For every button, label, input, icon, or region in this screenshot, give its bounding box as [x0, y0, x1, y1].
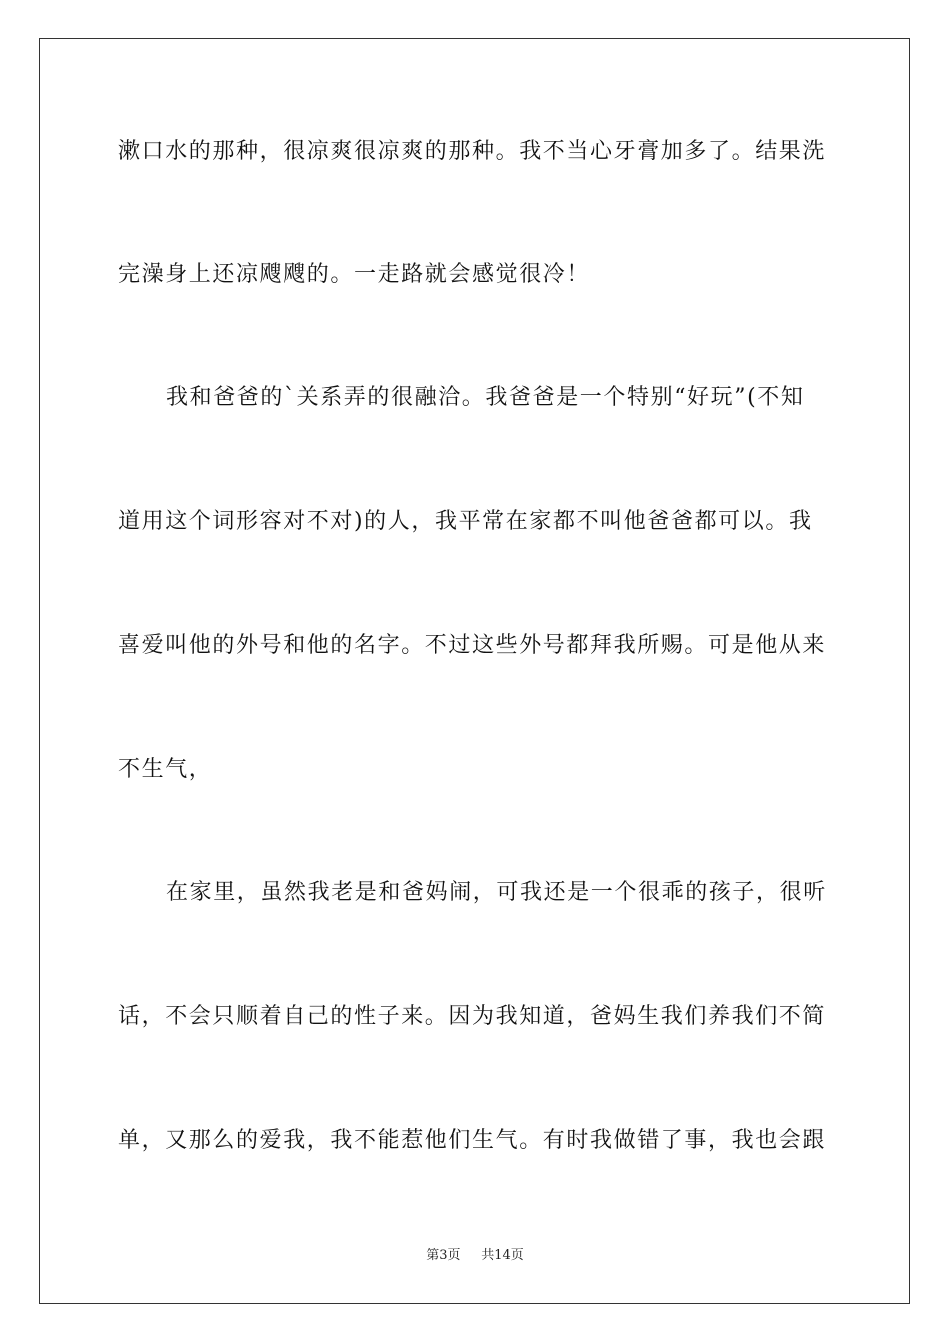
text-line-2: 完澡身上还凉飕飕的。一走路就会感觉很冷！	[118, 262, 591, 287]
text-line-9: 单，又那么的爱我，我不能惹他们生气。有时我做错了事，我也会跟	[118, 1128, 827, 1153]
total-pages: 共14页	[481, 1248, 524, 1263]
text-line-1: 漱口水的那种，很凉爽很凉爽的那种。我不当心牙膏加多了。结果洗	[118, 139, 827, 164]
text-line-5: 喜爱叫他的外号和他的名字。不过这些外号都拜我所赐。可是他从来	[118, 633, 827, 658]
text-line-6: 不生气，	[118, 757, 213, 782]
text-line-8: 话，不会只顺着自己的性子来。因为我知道，爸妈生我们养我们不简	[118, 1004, 827, 1029]
page-number: 第3页	[426, 1248, 461, 1263]
text-line-7: 在家里，虽然我老是和爸妈闹，可我还是一个很乖的孩子，很听	[166, 880, 827, 905]
text-line-4: 道用这个词形容对不对)的人，我平常在家都不叫他爸爸都可以。我	[118, 509, 813, 534]
page-border	[39, 38, 910, 1304]
page-footer	[0, 1247, 950, 1265]
text-line-3: 我和爸爸的`关系弄的很融洽。我爸爸是一个特别“好玩”(不知	[166, 385, 805, 410]
